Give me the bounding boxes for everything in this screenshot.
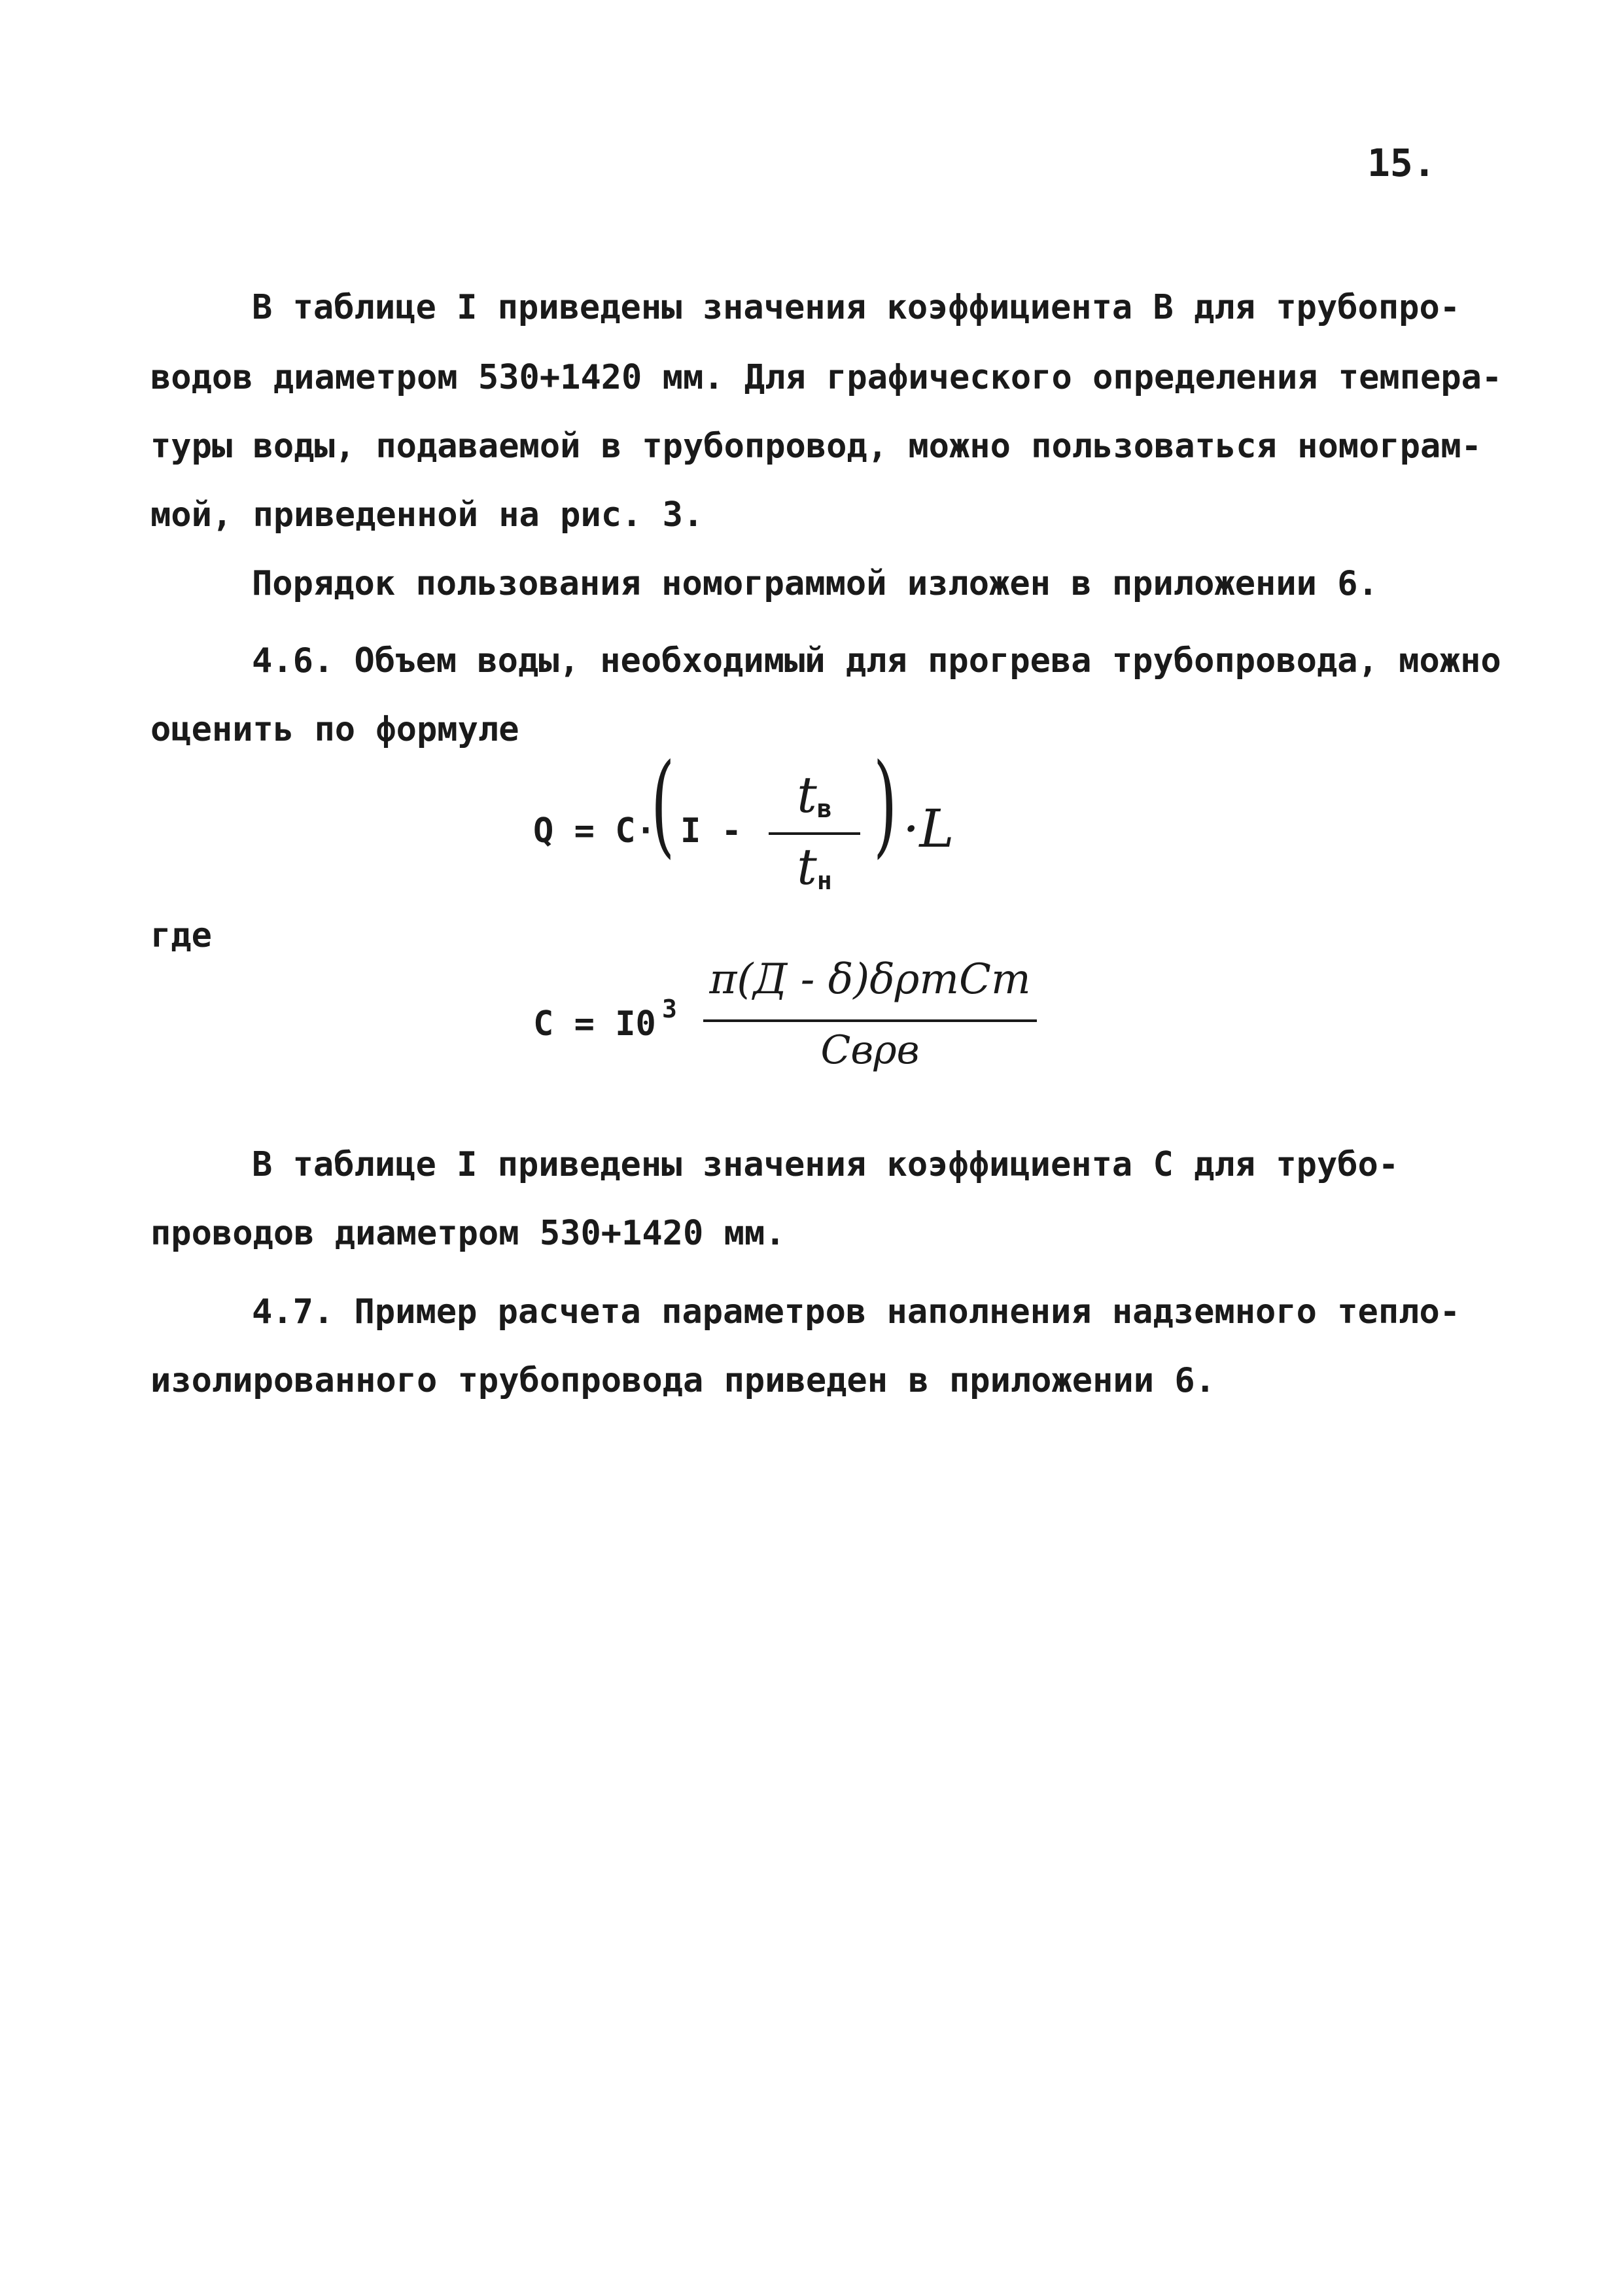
formula-2-exponent: 3 xyxy=(662,995,677,1023)
formula-2-numerator: π(Д - δ)δρтCт xyxy=(709,955,1031,1004)
paragraph-1-line-2: водов диаметром 530+1420 мм. Для графического определения темпера- xyxy=(150,358,1503,397)
where-label: где xyxy=(150,916,212,955)
formula-2-lhs: C = I0 xyxy=(533,1004,656,1044)
formula-water-volume xyxy=(533,740,991,903)
formula-1-lhs: Q = C· xyxy=(533,811,656,851)
formula-coefficient-c xyxy=(533,929,1056,1086)
formula-1-den-t: t xyxy=(797,838,817,896)
paragraph-5-line-1: 4.7. Пример расчета параметров наполнения надземного тепло- xyxy=(252,1292,1461,1332)
formula-2-fraction-bar xyxy=(703,1019,1037,1022)
paragraph-5-line-2: изолированного трубопровода приведен в приложении 6. xyxy=(150,1361,1215,1400)
paragraph-1-line-1: В таблице I приведены значения коэффициента В для трубопро- xyxy=(252,288,1461,327)
paragraph-3-line-1: 4.6. Объем воды, необходимый для прогрева трубопровода, можно xyxy=(252,641,1501,680)
paragraph-3-line-2: оценить по формуле xyxy=(150,710,519,749)
page-number: 15. xyxy=(1367,141,1436,185)
paragraph-4-line-2: проводов диаметром 530+1420 мм. xyxy=(150,1214,786,1253)
paragraph-4-line-1: В таблице I приведены значения коэффициента С для трубо- xyxy=(252,1145,1399,1184)
formula-1-num-t: t xyxy=(797,766,817,824)
paragraph-1-line-4: мой, приведенной на рис. 3. xyxy=(150,495,704,535)
formula-1-numerator xyxy=(765,766,864,824)
paragraph-1-line-3: туры воды, подаваемой в трубопровод, можно пользоваться номограм- xyxy=(150,427,1482,466)
formula-1-left-paren: ( xyxy=(650,740,675,870)
paragraph-2: Порядок пользования номограммой изложен в приложении 6. xyxy=(252,564,1378,603)
formula-1-num-sub: в xyxy=(816,794,832,823)
formula-1-tail: ·L xyxy=(903,798,954,859)
formula-1-den-sub: н xyxy=(816,866,832,895)
formula-1-denominator xyxy=(765,838,864,896)
formula-2-denominator: Cвρв xyxy=(820,1027,920,1073)
formula-1-one: I - xyxy=(680,811,742,851)
formula-1-fraction-bar xyxy=(769,832,860,835)
formula-1-right-paren: ) xyxy=(873,740,898,870)
